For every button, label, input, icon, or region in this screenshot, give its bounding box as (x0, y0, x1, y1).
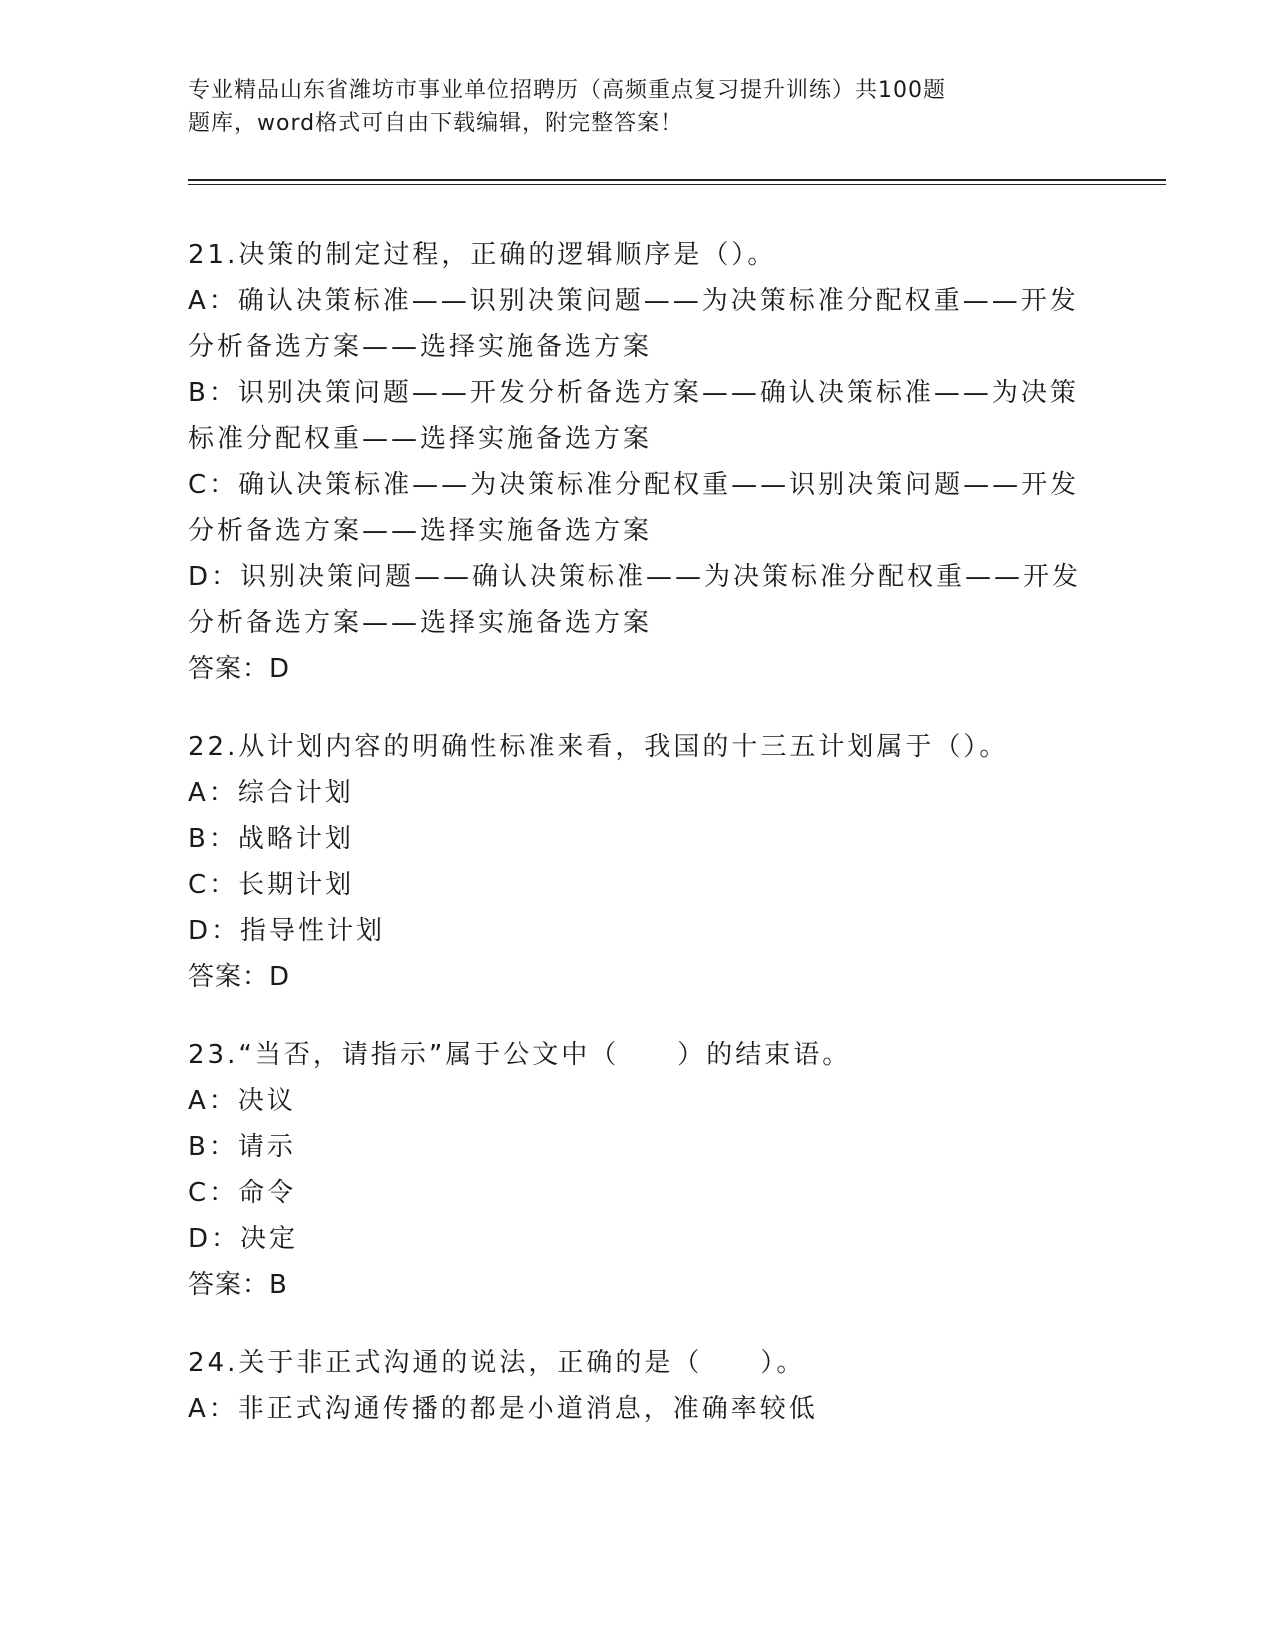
document-header (188, 74, 1048, 140)
header-divider-thin (188, 184, 1166, 185)
question-21 (188, 232, 1088, 692)
question-22 (188, 724, 1088, 1000)
option-d: D：决定 (188, 1224, 299, 1254)
option-a: A：确认决策标准——识别决策问题——为决策标准分配权重——开发分析备选方案——选择实施备选方案 (188, 286, 1079, 362)
header-divider-thick (188, 179, 1166, 181)
option-c: C：确认决策标准——为决策标准分配权重——识别决策问题——开发分析备选方案——选择实施备选方案 (188, 470, 1080, 546)
option-b: B：战略计划 (188, 824, 354, 854)
option-b: B：识别决策问题——开发分析备选方案——确认决策标准——为决策标准分配权重——选择实施备选方案 (188, 378, 1079, 454)
option-d: D：识别决策问题——确认决策标准——为决策标准分配权重——开发分析备选方案——选择实施备选方案 (188, 562, 1082, 638)
question-text: 23.“当否，请指示”属于公文中（ ）的结束语。 (188, 1040, 852, 1070)
option-d: D：指导性计划 (188, 916, 386, 946)
question-list (188, 232, 1088, 1464)
question-text: 22.从计划内容的明确性标准来看，我国的十三五计划属于（）。 (188, 732, 1009, 762)
question-text: 24.关于非正式沟通的说法，正确的是（ ）。 (188, 1348, 806, 1378)
answer-text: 答案：D (188, 654, 291, 684)
question-24 (188, 1340, 1088, 1432)
answer-text: 答案：D (188, 962, 291, 992)
option-a: A：决议 (188, 1086, 296, 1116)
option-a: A：综合计划 (188, 778, 354, 808)
option-a: A：非正式沟通传播的都是小道消息，准确率较低 (188, 1394, 818, 1424)
option-c: C：长期计划 (188, 870, 355, 900)
question-text: 21.决策的制定过程，正确的逻辑顺序是（）。 (188, 240, 777, 270)
answer-text: 答案：B (188, 1270, 288, 1300)
question-23 (188, 1032, 1088, 1308)
option-c: C：命令 (188, 1178, 297, 1208)
header-line-1: 专业精品山东省潍坊市事业单位招聘历（高频重点复习提升训练）共100题 (188, 78, 946, 103)
header-line-2: 题库，word格式可自由下载编辑，附完整答案！ (188, 111, 684, 136)
option-b: B：请示 (188, 1132, 296, 1162)
